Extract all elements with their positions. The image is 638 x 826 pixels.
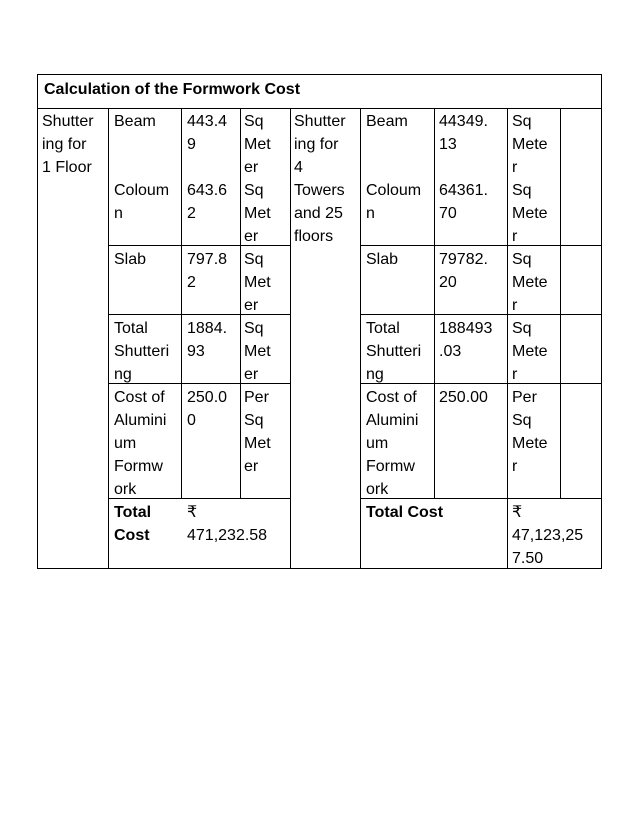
left-total-shuttering-value: 1884. 93 <box>187 320 228 360</box>
right-total-cost-label: Total Cost <box>366 504 444 521</box>
right-scope-label: Shutter ing for 4 Towers and 25 floors <box>294 113 346 245</box>
right-slab-name: Slab <box>366 251 399 268</box>
left-beam-name: Beam <box>114 113 156 130</box>
col-divider <box>507 108 508 568</box>
row-divider <box>360 314 601 315</box>
left-total-cost-value: ₹ 471,232.58 <box>187 504 268 544</box>
col-divider <box>560 108 561 498</box>
left-total-shuttering-unit: Sq Met er <box>244 320 271 383</box>
right-column-name: Coloum n <box>366 182 422 222</box>
left-column-name: Coloum n <box>114 182 170 222</box>
right-cost-unit: Per Sq Mete r <box>512 389 548 475</box>
left-slab-name: Slab <box>114 251 147 268</box>
left-beam-value: 443.4 9 <box>187 113 228 153</box>
right-beam-value: 44349. 13 <box>439 113 488 153</box>
left-scope-label: Shutter ing for 1 Floor <box>42 113 94 176</box>
right-cost-name: Cost of Alumini um Formw ork <box>366 389 419 498</box>
title-divider <box>38 108 601 109</box>
col-divider <box>434 108 435 498</box>
left-total-shuttering-name: Total Shutteri ng <box>114 320 170 383</box>
right-column-value: 64361. 70 <box>439 182 488 222</box>
formwork-cost-table <box>37 74 602 569</box>
col-divider <box>240 108 241 498</box>
right-column-unit: Sq Mete r <box>512 182 548 245</box>
right-beam-name: Beam <box>366 113 408 130</box>
left-slab-unit: Sq Met er <box>244 251 271 314</box>
right-beam-unit: Sq Mete r <box>512 113 548 176</box>
right-total-shuttering-name: Total Shutteri ng <box>366 320 422 383</box>
right-cost-value: 250.00 <box>439 389 488 406</box>
left-cost-unit: Per Sq Met er <box>244 389 271 475</box>
right-total-shuttering-unit: Sq Mete r <box>512 320 548 383</box>
col-divider <box>290 108 291 568</box>
left-cost-value: 250.0 0 <box>187 389 228 429</box>
right-slab-value: 79782. 20 <box>439 251 488 291</box>
right-total-cost-value: ₹ 47,123,25 7.50 <box>512 504 584 567</box>
right-slab-unit: Sq Mete r <box>512 251 548 314</box>
col-divider <box>360 108 361 568</box>
left-cost-name: Cost of Alumini um Formw ork <box>114 389 167 498</box>
left-beam-unit: Sq Met er <box>244 113 271 176</box>
left-column-unit: Sq Met er <box>244 182 271 245</box>
row-divider <box>360 245 601 246</box>
left-column-value: 643.6 2 <box>187 182 228 222</box>
table-title: Calculation of the Formwork Cost <box>44 81 301 98</box>
right-total-shuttering-value: 188493 .03 <box>439 320 493 360</box>
left-total-cost-label: Total Cost <box>114 504 152 544</box>
col-divider <box>108 108 109 568</box>
left-slab-value: 797.8 2 <box>187 251 228 291</box>
col-divider <box>181 108 182 498</box>
